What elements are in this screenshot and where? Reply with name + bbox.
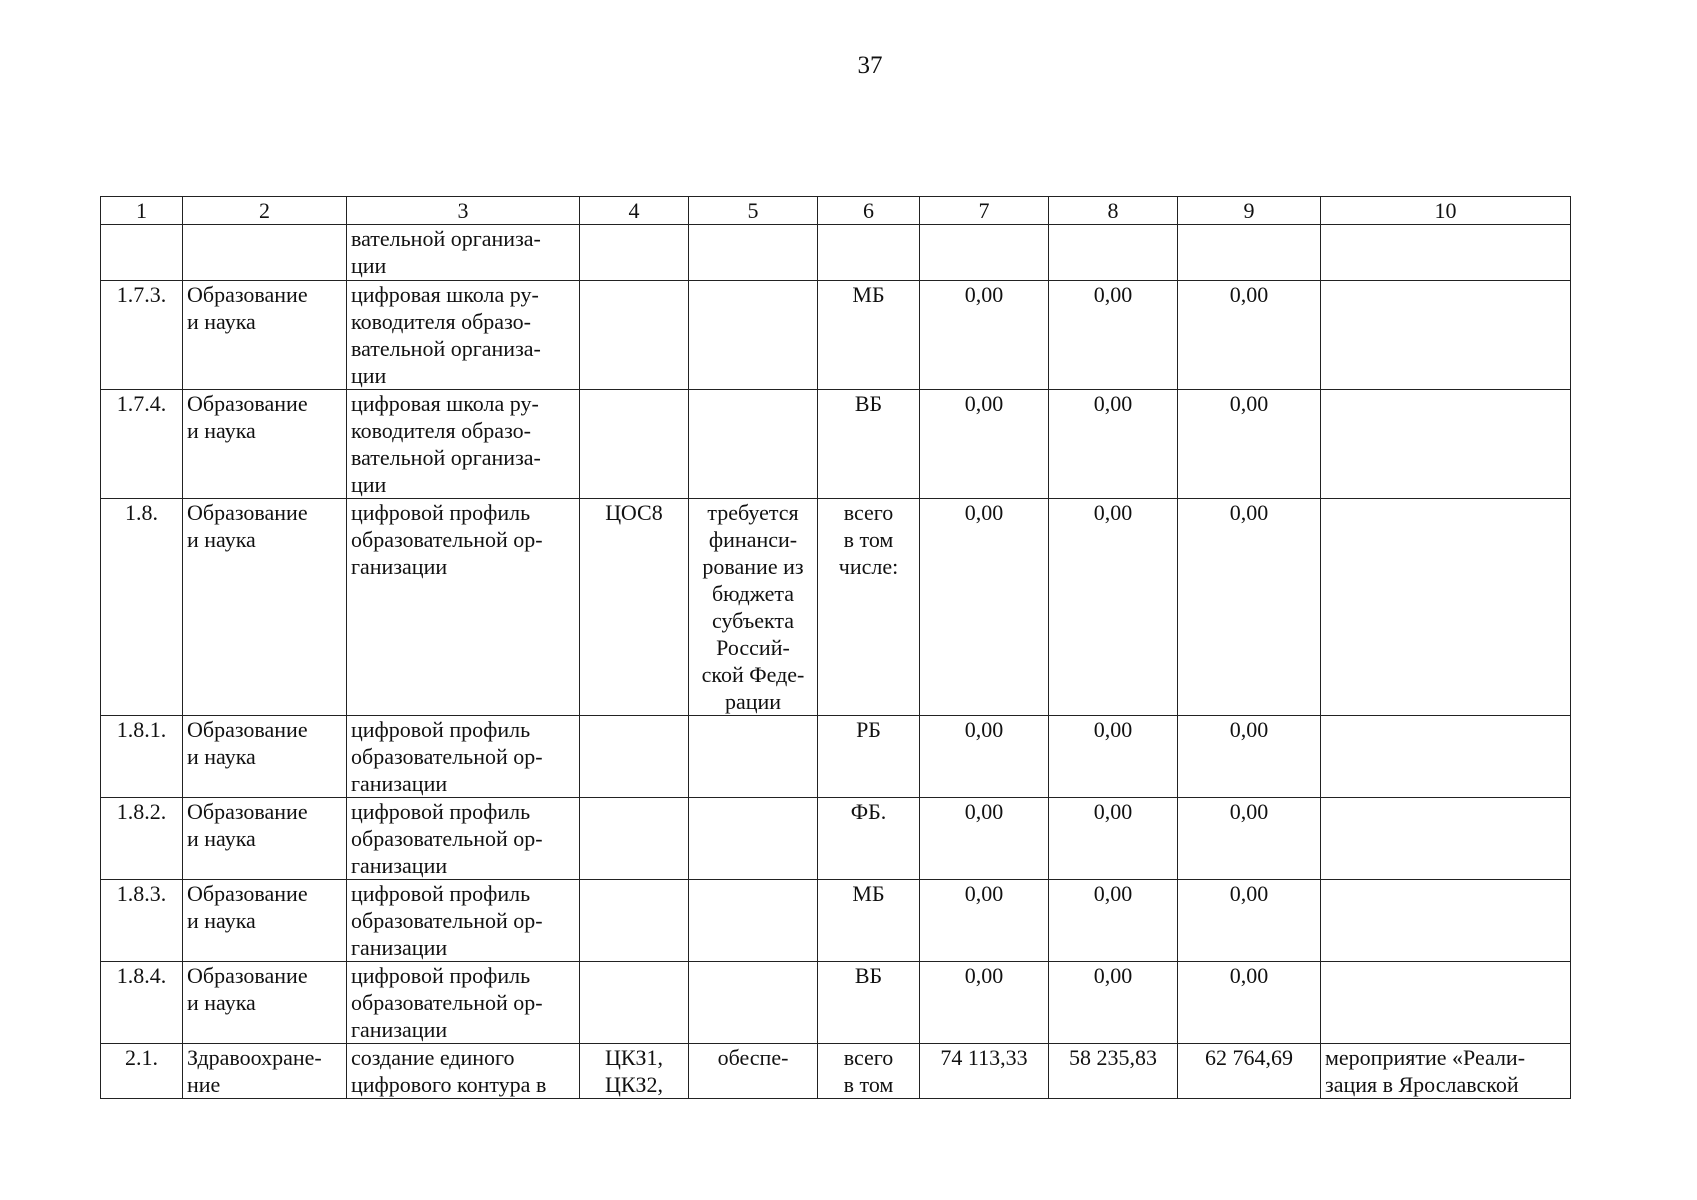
code-cell <box>580 962 689 1044</box>
table-row <box>101 390 1571 499</box>
table-row <box>101 225 1571 281</box>
description-cell: цифровой профиль образовательной ор- ганизации <box>347 880 580 962</box>
description-cell: создание единого цифрового контура в <box>347 1044 580 1099</box>
budget-type-cell <box>818 225 920 281</box>
value-col9-cell: 0,00 <box>1178 716 1321 798</box>
budget-type-cell: РБ <box>818 716 920 798</box>
header-cell: 4 <box>580 197 689 225</box>
table-row <box>101 281 1571 390</box>
budget-type-cell: всего в том числе: <box>818 499 920 716</box>
sector-cell: Здравоохране- ние <box>183 1044 347 1099</box>
value-col7-cell: 0,00 <box>920 798 1049 880</box>
code-cell <box>580 716 689 798</box>
remark-cell <box>1321 716 1571 798</box>
budget-type-cell: ВБ <box>818 962 920 1044</box>
value-col9-cell: 0,00 <box>1178 499 1321 716</box>
description-cell: цифровой профиль образовательной ор- ганизации <box>347 962 580 1044</box>
header-cell: 5 <box>689 197 818 225</box>
value-col7-cell: 0,00 <box>920 716 1049 798</box>
header-cell: 2 <box>183 197 347 225</box>
table-row <box>101 798 1571 880</box>
remark-cell <box>1321 390 1571 499</box>
budget-type-cell: ВБ <box>818 390 920 499</box>
budget-type-cell: МБ <box>818 880 920 962</box>
value-col8-cell: 0,00 <box>1049 281 1178 390</box>
remark-cell <box>1321 880 1571 962</box>
item-number-cell: 1.7.3. <box>101 281 183 390</box>
note-cell: требуется финанси- рование из бюджета субъекта Россий- ской Феде- рации <box>689 499 818 716</box>
value-col8-cell: 0,00 <box>1049 962 1178 1044</box>
table-row <box>101 962 1571 1044</box>
sector-cell: Образование и наука <box>183 798 347 880</box>
description-cell: цифровой профиль образовательной ор- ганизации <box>347 798 580 880</box>
value-col9-cell: 0,00 <box>1178 281 1321 390</box>
header-cell: 7 <box>920 197 1049 225</box>
sector-cell <box>183 225 347 281</box>
value-col7-cell: 74 113,33 <box>920 1044 1049 1099</box>
code-cell <box>580 880 689 962</box>
description-cell: вательной организа- ции <box>347 225 580 281</box>
value-col9-cell: 0,00 <box>1178 390 1321 499</box>
remark-cell <box>1321 798 1571 880</box>
value-col8-cell: 0,00 <box>1049 798 1178 880</box>
value-col8-cell: 0,00 <box>1049 716 1178 798</box>
description-cell: цифровой профиль образовательной ор- ганизации <box>347 499 580 716</box>
value-col8-cell <box>1049 225 1178 281</box>
note-cell <box>689 798 818 880</box>
budget-type-cell: ФБ. <box>818 798 920 880</box>
description-cell: цифровая школа ру- ководителя образо- вательной организа- ции <box>347 390 580 499</box>
note-cell <box>689 225 818 281</box>
sector-cell: Образование и наука <box>183 962 347 1044</box>
sector-cell: Образование и наука <box>183 716 347 798</box>
table-header-row <box>101 197 1571 225</box>
remark-cell <box>1321 962 1571 1044</box>
note-cell <box>689 281 818 390</box>
budget-type-cell: всего в том <box>818 1044 920 1099</box>
budget-table <box>100 196 1571 1099</box>
budget-type-cell: МБ <box>818 281 920 390</box>
remark-cell: мероприятие «Реали- зация в Ярославской <box>1321 1044 1571 1099</box>
sector-cell: Образование и наука <box>183 499 347 716</box>
item-number-cell: 1.8.1. <box>101 716 183 798</box>
item-number-cell: 1.8.2. <box>101 798 183 880</box>
note-cell <box>689 880 818 962</box>
note-cell <box>689 962 818 1044</box>
value-col9-cell: 62 764,69 <box>1178 1044 1321 1099</box>
value-col7-cell: 0,00 <box>920 962 1049 1044</box>
code-cell <box>580 225 689 281</box>
value-col9-cell: 0,00 <box>1178 962 1321 1044</box>
code-cell: ЦКЗ1, ЦКЗ2, <box>580 1044 689 1099</box>
value-col8-cell: 0,00 <box>1049 499 1178 716</box>
header-cell: 1 <box>101 197 183 225</box>
header-cell: 6 <box>818 197 920 225</box>
remark-cell <box>1321 281 1571 390</box>
value-col7-cell: 0,00 <box>920 880 1049 962</box>
code-cell <box>580 390 689 499</box>
note-cell: обеспе- <box>689 1044 818 1099</box>
note-cell <box>689 390 818 499</box>
sector-cell: Образование и наука <box>183 281 347 390</box>
table-row <box>101 880 1571 962</box>
remark-cell <box>1321 225 1571 281</box>
value-col8-cell: 0,00 <box>1049 390 1178 499</box>
value-col7-cell: 0,00 <box>920 499 1049 716</box>
sector-cell: Образование и наука <box>183 390 347 499</box>
header-cell: 10 <box>1321 197 1571 225</box>
value-col9-cell <box>1178 225 1321 281</box>
header-cell: 3 <box>347 197 580 225</box>
value-col9-cell: 0,00 <box>1178 880 1321 962</box>
description-cell: цифровая школа ру- ководителя образо- вательной организа- ции <box>347 281 580 390</box>
code-cell <box>580 281 689 390</box>
page-number: 37 <box>857 52 883 79</box>
sector-cell: Образование и наука <box>183 880 347 962</box>
item-number-cell <box>101 225 183 281</box>
value-col8-cell: 58 235,83 <box>1049 1044 1178 1099</box>
item-number-cell: 1.8.3. <box>101 880 183 962</box>
value-col9-cell: 0,00 <box>1178 798 1321 880</box>
value-col7-cell <box>920 225 1049 281</box>
description-cell: цифровой профиль образовательной ор- ганизации <box>347 716 580 798</box>
code-cell <box>580 798 689 880</box>
table-row <box>101 499 1571 716</box>
code-cell: ЦОС8 <box>580 499 689 716</box>
item-number-cell: 1.8. <box>101 499 183 716</box>
value-col7-cell: 0,00 <box>920 281 1049 390</box>
item-number-cell: 2.1. <box>101 1044 183 1099</box>
value-col7-cell: 0,00 <box>920 390 1049 499</box>
header-cell: 9 <box>1178 197 1321 225</box>
header-cell: 8 <box>1049 197 1178 225</box>
table-row <box>101 1044 1571 1099</box>
value-col8-cell: 0,00 <box>1049 880 1178 962</box>
table-row <box>101 716 1571 798</box>
remark-cell <box>1321 499 1571 716</box>
item-number-cell: 1.7.4. <box>101 390 183 499</box>
note-cell <box>689 716 818 798</box>
item-number-cell: 1.8.4. <box>101 962 183 1044</box>
